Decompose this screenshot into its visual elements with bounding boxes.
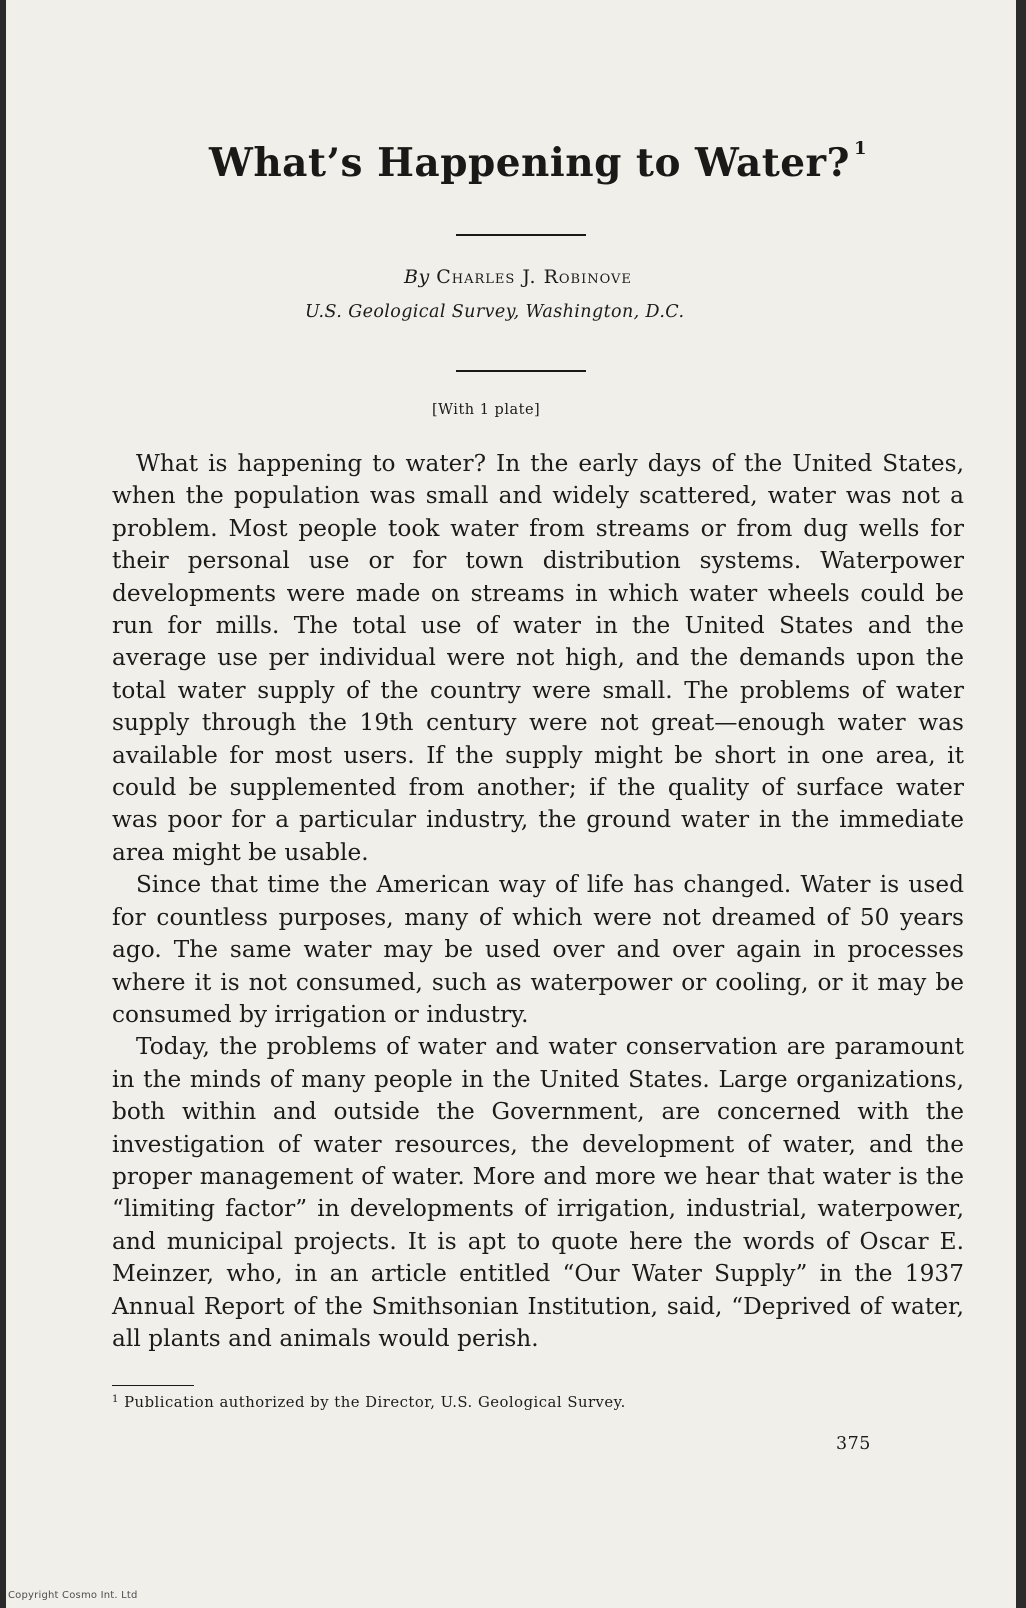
scan-edge-left [0, 0, 6, 1608]
article-title [112, 140, 964, 186]
page-number: 375 [836, 1434, 871, 1454]
byline-prefix: By [404, 266, 430, 288]
footnote-divider [112, 1385, 194, 1386]
article-body [112, 448, 964, 1355]
title-footnote-mark: 1 [853, 138, 867, 159]
scan-edge-right [1016, 0, 1026, 1608]
footnote [112, 1394, 626, 1411]
byline-divider [456, 370, 586, 372]
footnote-text: Publication authorized by the Director, U.S. Geological Survey. [124, 1394, 626, 1411]
plate-note: [With 1 plate] [432, 402, 541, 418]
article-title-text: What’s Happening to Water? [209, 140, 850, 186]
paragraph-3: Today, the problems of water and water conservation are paramount in the minds of many people in the United States. Large organizations, both within and outside the Government, are concerned with the investigation of water resources, the development of water, and the proper management of water. More and more we hear that water is the “limiting factor” in developments of irrigation, industrial, waterpower, and municipal projects. It is apt to quote here the words of Oscar E. Meinzer, who, in an article entitled “Our Water Supply” in the 1937 Annual Report of the Smithsonian Institution, said, “Deprived of water, all plants and animals would perish. [112, 1033, 964, 1352]
paragraph-2: Since that time the American way of life has changed. Water is used for countless purposes, many of which were not dreamed of 50 years ago. The same water may be used over and over again in processes where it is not consumed, such as waterpower or cooling, or it may be consumed by irrigation or industry. [112, 871, 964, 1028]
author-affiliation: U.S. Geological Survey, Washington, D.C. [305, 302, 685, 322]
byline [404, 266, 632, 288]
paragraph-1: What is happening to water? In the early days of the United States, when the population was small and widely scattered, water was not a problem. Most people took water from streams or from dug wells for their personal use or for town distribution systems. Waterpower developments were made on streams in which water wheels could be run for mills. The total use of water in the United States and the average use per individual were not high, and the demands upon the total water supply of the country were small. The problems of water supply through the 19th century were not great—enough water was available for most users. If the supply might be short in one area, it could be supplemented from another; if the quality of surface water was poor for a particular industry, the ground water in the immediate area might be usable. [112, 450, 964, 866]
author-name: Charles J. Robinove [436, 266, 632, 288]
copyright-watermark: Copyright Cosmo Int. Ltd [8, 1590, 138, 1601]
footnote-mark: 1 [112, 1394, 119, 1405]
title-divider [456, 234, 586, 236]
